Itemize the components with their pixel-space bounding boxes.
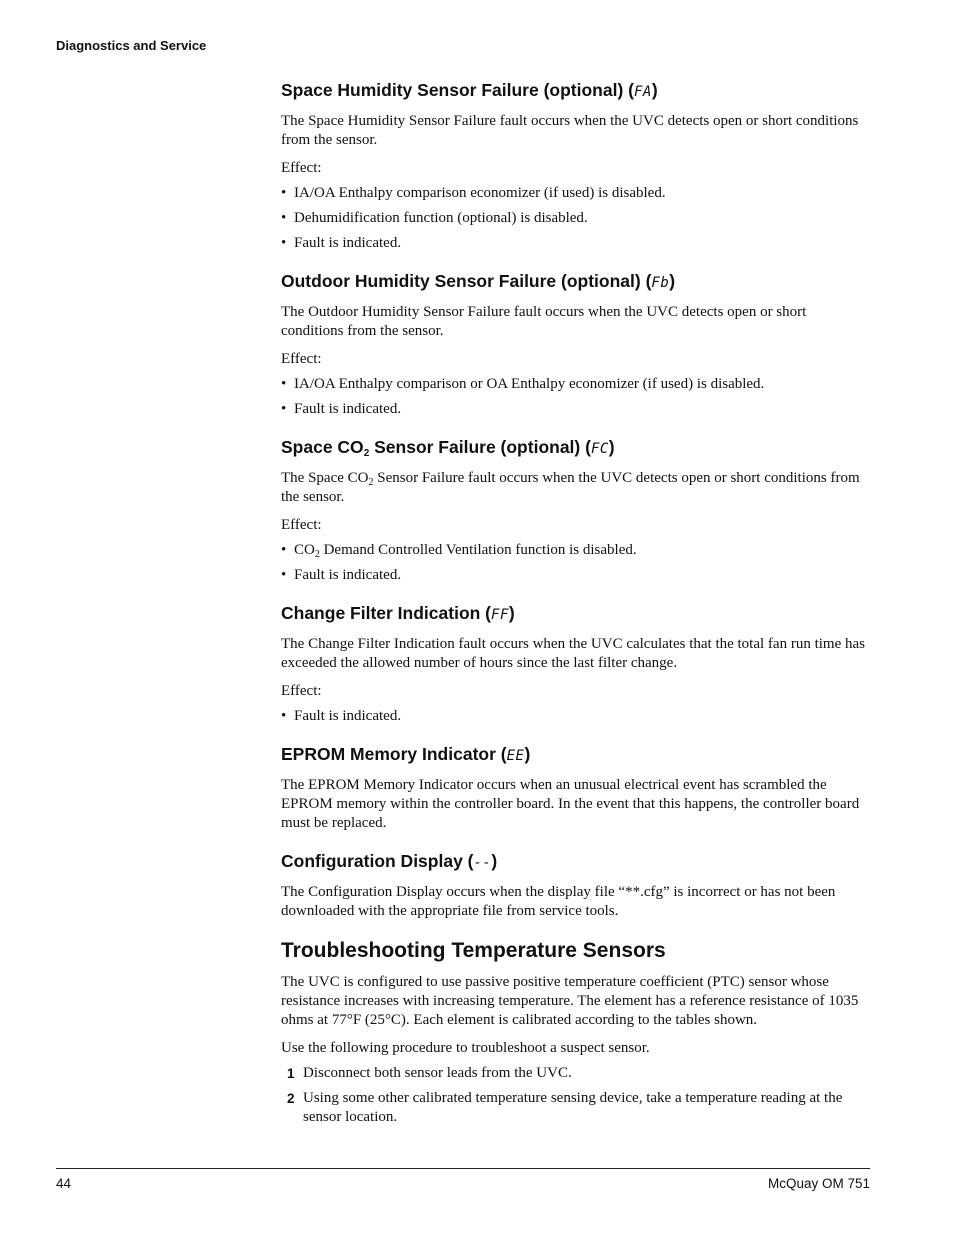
effect-list (281, 707, 871, 726)
fault-code: EE (506, 748, 525, 764)
effect-label: Effect: (281, 160, 322, 176)
list-item: • Fault is indicated. (281, 707, 871, 726)
effect-list (281, 184, 871, 253)
section-heading (281, 269, 871, 295)
procedure-steps (281, 1064, 871, 1127)
section-heading (281, 78, 871, 104)
section-outdoor-humidity (281, 269, 871, 419)
heading-close: ) (669, 271, 676, 291)
heading-text: Outdoor Humidity Sensor Failure (optional) ( (281, 271, 652, 291)
section-heading (281, 601, 871, 627)
heading-close: ) (491, 851, 498, 871)
section-heading (281, 435, 871, 461)
fault-code: FC (590, 441, 609, 457)
heading-close: ) (651, 80, 658, 100)
heading-subscript: 2 (363, 448, 370, 459)
footer-divider (56, 1168, 870, 1169)
list-item: • Dehumidification function (optional) is disabled. (281, 209, 871, 228)
section-body: The Space Humidity Sensor Failure fault occurs when the UVC detects open or short conditions from the sensor. (281, 113, 859, 148)
fault-code: -- (473, 855, 492, 871)
section-body: The Change Filter Indication fault occurs when the UVC calculates that the total fan run time has exceeded the allowed number of hours since the last filter change. (281, 636, 865, 671)
page-number: 44 (56, 1176, 72, 1191)
item-subscript: 2 (314, 549, 320, 560)
fault-code: FF (491, 607, 509, 623)
effect-label: Effect: (281, 683, 322, 699)
item-text: CO (294, 542, 315, 558)
step-item (281, 1089, 871, 1127)
list-item: • Fault is indicated. (281, 400, 871, 419)
list-item: • Fault is indicated. (281, 234, 871, 253)
document-id: McQuay OM 751 (767, 1176, 870, 1191)
list-item (281, 541, 871, 560)
section-body: The EPROM Memory Indicator occurs when an unusual electrical event has scrambled the EPROM memory within the controller board. In the event that this happens, the controller board must be replaced. (281, 777, 860, 831)
section-space-humidity (281, 78, 871, 253)
section-body: The Outdoor Humidity Sensor Failure fault occurs when the UVC detects open or short conditions from the sensor. (281, 304, 807, 339)
section-heading (281, 849, 871, 875)
step-text: Disconnect both sensor leads from the UVC. (303, 1065, 572, 1081)
step-number: 1 (287, 1066, 295, 1081)
step-text: Using some other calibrated temperature sensing device, take a temperature reading at the sensor location. (303, 1090, 843, 1125)
step-item (281, 1064, 871, 1083)
item-text-cont: Demand Controlled Ventilation function is disabled. (319, 542, 637, 558)
body-subscript: 2 (368, 477, 374, 488)
procedure-intro: Use the following procedure to troubleshoot a suspect sensor. (281, 1040, 650, 1056)
heading-close: ) (524, 744, 531, 764)
heading-text: Change Filter Indication ( (281, 603, 492, 623)
heading-text: Space CO (281, 437, 364, 457)
heading-text-cont: Sensor Failure (optional) ( (369, 437, 591, 457)
list-item: • IA/OA Enthalpy comparison economizer (if used) is disabled. (281, 184, 871, 203)
section-troubleshooting (281, 937, 871, 1127)
effect-label: Effect: (281, 517, 322, 533)
fault-code: Fb (651, 275, 670, 291)
running-head: Diagnostics and Service (56, 38, 207, 53)
heading-close: ) (608, 437, 615, 457)
section-eprom (281, 742, 871, 833)
section-config-display (281, 849, 871, 921)
major-heading: Troubleshooting Temperature Sensors (281, 939, 666, 962)
step-number: 2 (287, 1091, 295, 1106)
heading-text: Space Humidity Sensor Failure (optional) ( (281, 80, 634, 100)
page-content (281, 78, 871, 1127)
section-change-filter (281, 601, 871, 726)
heading-close: ) (508, 603, 515, 623)
body-text: The Space CO (281, 470, 369, 486)
section-heading (281, 742, 871, 768)
heading-text: Configuration Display ( (281, 851, 474, 871)
section-body: The UVC is configured to use passive positive temperature coefficient (PTC) sensor whose resistance increases with increasing temperature. The element has a reference resistance of 1035 ohms at 77°F (25°C). Each element is calibrated according to the tables shown. (281, 974, 859, 1028)
effect-list (281, 375, 871, 419)
list-item: • Fault is indicated. (281, 566, 871, 585)
list-item: • IA/OA Enthalpy comparison or OA Enthalpy economizer (if used) is disabled. (281, 375, 871, 394)
fault-code: FA (633, 84, 652, 100)
effect-label: Effect: (281, 351, 322, 367)
section-body (281, 469, 871, 507)
section-body: The Configuration Display occurs when the display file “**.cfg” is incorrect or has not been downloaded with the appropriate file from service tools. (281, 884, 836, 919)
effect-list (281, 541, 871, 585)
heading-text: EPROM Memory Indicator ( (281, 744, 507, 764)
body-text-cont: Sensor Failure fault occurs when the UVC detects open or short conditions from the sensor. (281, 470, 860, 505)
section-space-co2 (281, 435, 871, 585)
